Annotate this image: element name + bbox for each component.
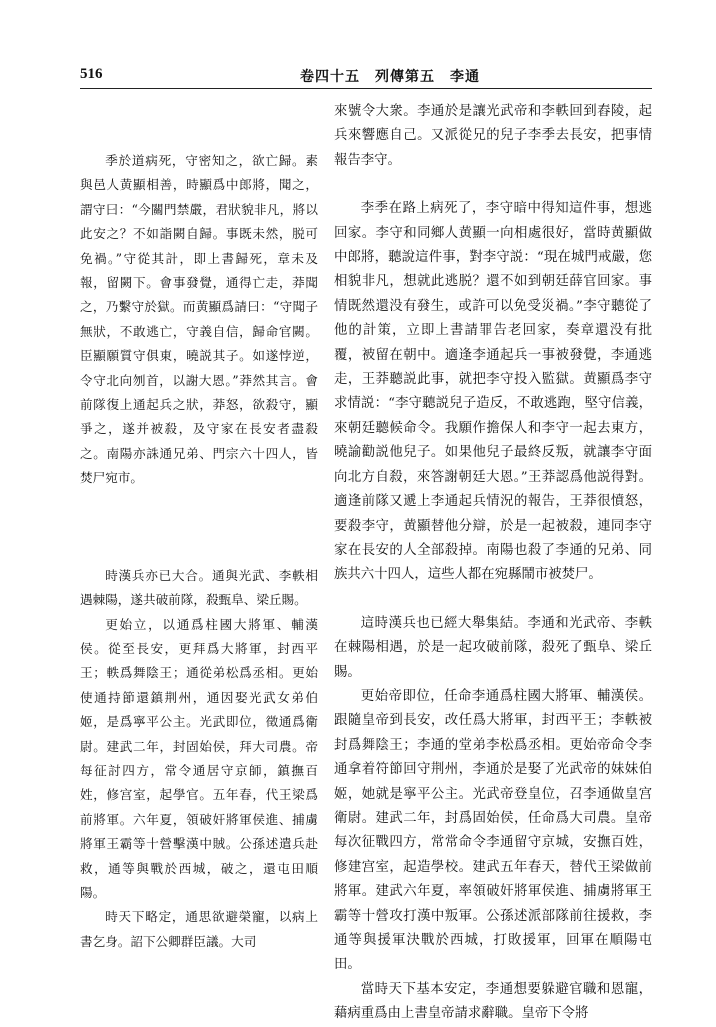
column-spacer — [334, 173, 652, 197]
running-header: 卷四十五 列傳第五 李通 — [300, 69, 480, 85]
translation-text-column — [334, 100, 652, 1027]
header-rule — [80, 88, 652, 89]
translation-paragraph-continued: 來號令大衆。李通於是讓光武帝和李軼回到舂陵，起兵來響應自己。又派從兄的兒子李季去長安，把事情報告李守。 — [334, 104, 652, 168]
original-text-column — [80, 100, 318, 954]
original-paragraph: 更始立，以通爲柱國大將軍、輔漢侯。從至長安，更拜爲大將軍，封西平王；軼爲舞陰王；通從弟松爲丞相。更始使通持節還鎮荆州，通因娶光武女弟伯姬，是爲寧平公主。光武即位，徵通爲衛尉。建武二年，封固始侯，拜大司農。帝每征討四方，常令通居守京師，鎮撫百姓，修宫室，起學官。五年春，代王梁爲前將軍。六年夏，領破奸將軍侯進、捕虜將軍王霸等十營擊漢中賊。公孫述遣兵赴救，通等與戰於西城，破之，還屯田順陽。 — [80, 616, 318, 900]
column-spacer — [334, 588, 652, 612]
translation-paragraph: 更始帝即位，任命李通爲柱國大將軍、輔漢侯。跟隨皇帝到長安，改任爲大將軍，封西平王；李軼被封爲舞陰王；李通的堂弟李松爲丞相。更始帝命令李通拿着符節回守荆州，李通於是娶了光武帝的妹妹伯姬，她就是寧平公主。光武帝登皇位，召李通做皇宫衛尉。建武二年，封爲固始侯，任命爲大司農。皇帝每次征戰四方，常常命令李通留守京城，安撫百姓，修建宫室，起造學校。建武五年春天，替代王梁做前將軍。建武六年夏，率領破奸將軍侯進、捕虜將軍王霸等十營攻打漢中叛軍。公孫述派部隊前往援救，李通等與援軍決戰於西城，打敗援軍，回軍在順陽屯田。 — [334, 688, 652, 973]
original-paragraph: 時漢兵亦已大合。通與光武、李軼相遇棘陽，遂共破前隊，殺甄阜、梁丘賜。 — [80, 567, 318, 608]
column-spacer — [80, 491, 318, 564]
column-spacer — [80, 100, 318, 149]
page-number: 516 — [80, 66, 103, 82]
translation-paragraph: 當時天下基本安定，李通想要躲避官職和恩寵，藉病重爲由上書皇帝請求辭職。皇帝下令將 — [334, 981, 652, 1022]
translation-paragraph: 李季在路上病死了，李守暗中得知這件事，想逃回家。李守和同鄉人黄顯一向相處很好，當時黄顯做中郎將，聽說這件事，對李守説：“現在城門戒嚴，您相貌非凡，想就此逃脱？還不如到朝廷薛官回家。事情既然還没有發生，或許可以免受災禍。”李守聽從了他的計策，立即上書請罪告老回家，奏章還没有批覆，被留在朝中。適逢李通起兵一事被發覺，李通逃走，王莽聽説此事，就把李守投入監獄。黄顯爲李守求情説：“李守聽説兒子造反，不敢逃跑，堅守信義，來朝廷聽候命令。我願作擔保人和李守一起去東方，曉諭勸説他兒子。如果他兒子最終反叛，就讓李守面向北方自殺，來答謝朝廷大恩。”王莽認爲他説得對。適逢前隊又遞上李通起兵情況的報告，王莽很憤怒，要殺李守，黄顯替他分辯，於是一起被殺，連同李守家在長安的人全部殺掉。南陽也殺了李通的兄弟、同族共六十四人，這些人都在宛縣鬧市被焚尸。 — [334, 201, 652, 583]
original-paragraph: 季於道病死，守密知之，欲亡歸。素與邑人黄顯相善，時顯爲中郎將，聞之，謂守曰：“今關門禁嚴，君狀貌非凡，將以此安之？不如詣闕自歸。事既未然，脱可免禍。”守從其計，即上書歸死，章未及報，留闕下。會事發覺，通得亡走，莽聞之，乃繫守於獄。而黄顯爲請曰：“守聞子無狀，不敢逃亡，守義自信，歸命官闕。臣顯願質守俱東，曉説其子。如遂悖逆，令守北向刎首，以謝大恩。”莽然其言。會前隊復上通起兵之狀，莽怒，欲殺守，顯爭之，遂并被殺，及守家在長安者盡殺之。南陽亦誅通兄弟、門宗六十四人，皆焚尸宛市。 — [80, 153, 318, 486]
translation-paragraph: 這時漢兵也已經大舉集結。李通和光武帝、李軼在棘陽相遇，於是一起攻破前隊，殺死了甄阜、梁丘賜。 — [334, 615, 652, 680]
original-paragraph: 時天下略定，通思欲避榮寵，以病上書乞身。詔下公卿群臣議。大司 — [80, 909, 318, 949]
